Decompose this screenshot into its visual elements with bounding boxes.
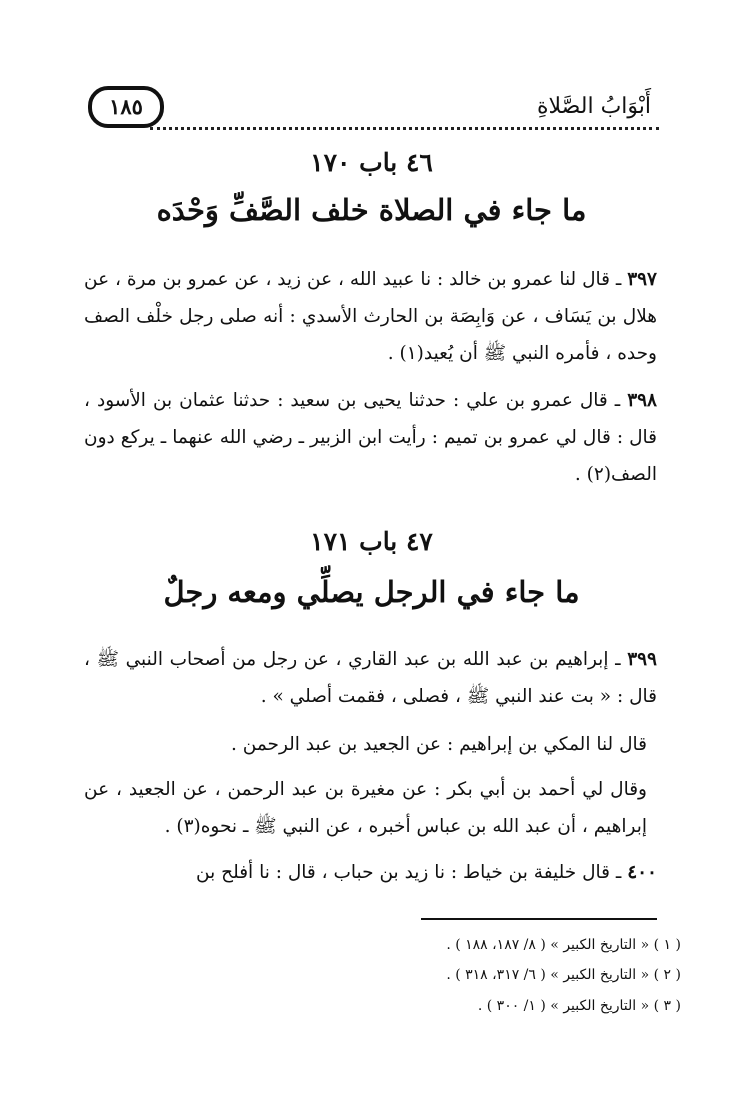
header-dotted-rule — [150, 127, 659, 130]
hadith-398 — [84, 382, 657, 493]
footnote-3: ( ٣ ) « التاريخ الكبير » ( ١/ ٣٠٠ ) . — [477, 998, 681, 1014]
hadith-text: ـ إبراهيم بن عبد الله بن عبد القاري ، عن رجل من أصحاب النبي ﷺ ، قال : « بت عند النبي ﷺ ، فصلى ، فقمت أصلي » . — [84, 649, 657, 707]
chapter-title-46: ما جاء في الصلاة خلف الصَّفِّ وَحْدَه — [156, 193, 587, 227]
footnote-separator — [421, 918, 657, 920]
hadith-text: ـ قال خليفة بن خياط : نا زيد بن حباب ، قال : نا أفلح بن — [196, 862, 628, 883]
hadith-399 — [84, 641, 657, 715]
hadith-number: ٣٩٩ — [627, 649, 657, 670]
hadith-number: ٣٩٧ — [627, 269, 657, 290]
hadith-number: ٣٩٨ — [627, 390, 657, 411]
chain-text: وقال لي أحمد بن أبي بكر : عن مغيرة بن عبد الرحمن ، عن الجعيد ، عن إبراهيم ، أن عبد الله بن عباس أخبره ، عن النبي ﷺ ـ نحوه(٣) . — [84, 779, 647, 837]
hadith-number: ٤٠٠ — [627, 862, 657, 883]
chapter-number-46: ٤٦ باب ١٧٠ — [310, 148, 433, 177]
hadith-text: ـ قال لنا عمرو بن خالد : نا عبيد الله ، عن زيد ، عن عمرو بن مرة ، عن هلال بن يَسَاف ، عن وَابِصَة بن الحارث الأسدي : أنه صلى رجل خلْف الصف وحده ، فأمره النبي ﷺ أن يُعيد(١) . — [84, 269, 657, 364]
chapter-title-47: ما جاء في الرجل يصلِّي ومعه رجلٌ — [163, 575, 580, 609]
page-number-badge: ١٨٥ — [88, 86, 164, 128]
chain-note-2 — [84, 771, 647, 845]
hadith-400 — [84, 854, 657, 891]
hadith-397 — [84, 261, 657, 372]
running-header-title: أَبْوَابُ الصَّلاةِ — [537, 94, 651, 119]
footnote-2: ( ٢ ) « التاريخ الكبير » ( ٦/ ٣١٧، ٣١٨ ) . — [446, 967, 681, 983]
footnote-1: ( ١ ) « التاريخ الكبير » ( ٨/ ١٨٧، ١٨٨ ) . — [446, 937, 681, 953]
chapter-number-47: ٤٧ باب ١٧١ — [310, 527, 433, 556]
hadith-text: ـ قال عمرو بن علي : حدثنا يحيى بن سعيد : حدثنا عثمان بن الأسود ، قال : قال لي عمرو بن تميم : رأيت ابن الزبير ـ رضي الله عنهما ـ يركع دون الصف(٢) . — [84, 390, 657, 485]
chain-text: قال لنا المكي بن إبراهيم : عن الجعيد بن عبد الرحمن . — [230, 734, 647, 755]
chain-note-1 — [84, 726, 647, 763]
